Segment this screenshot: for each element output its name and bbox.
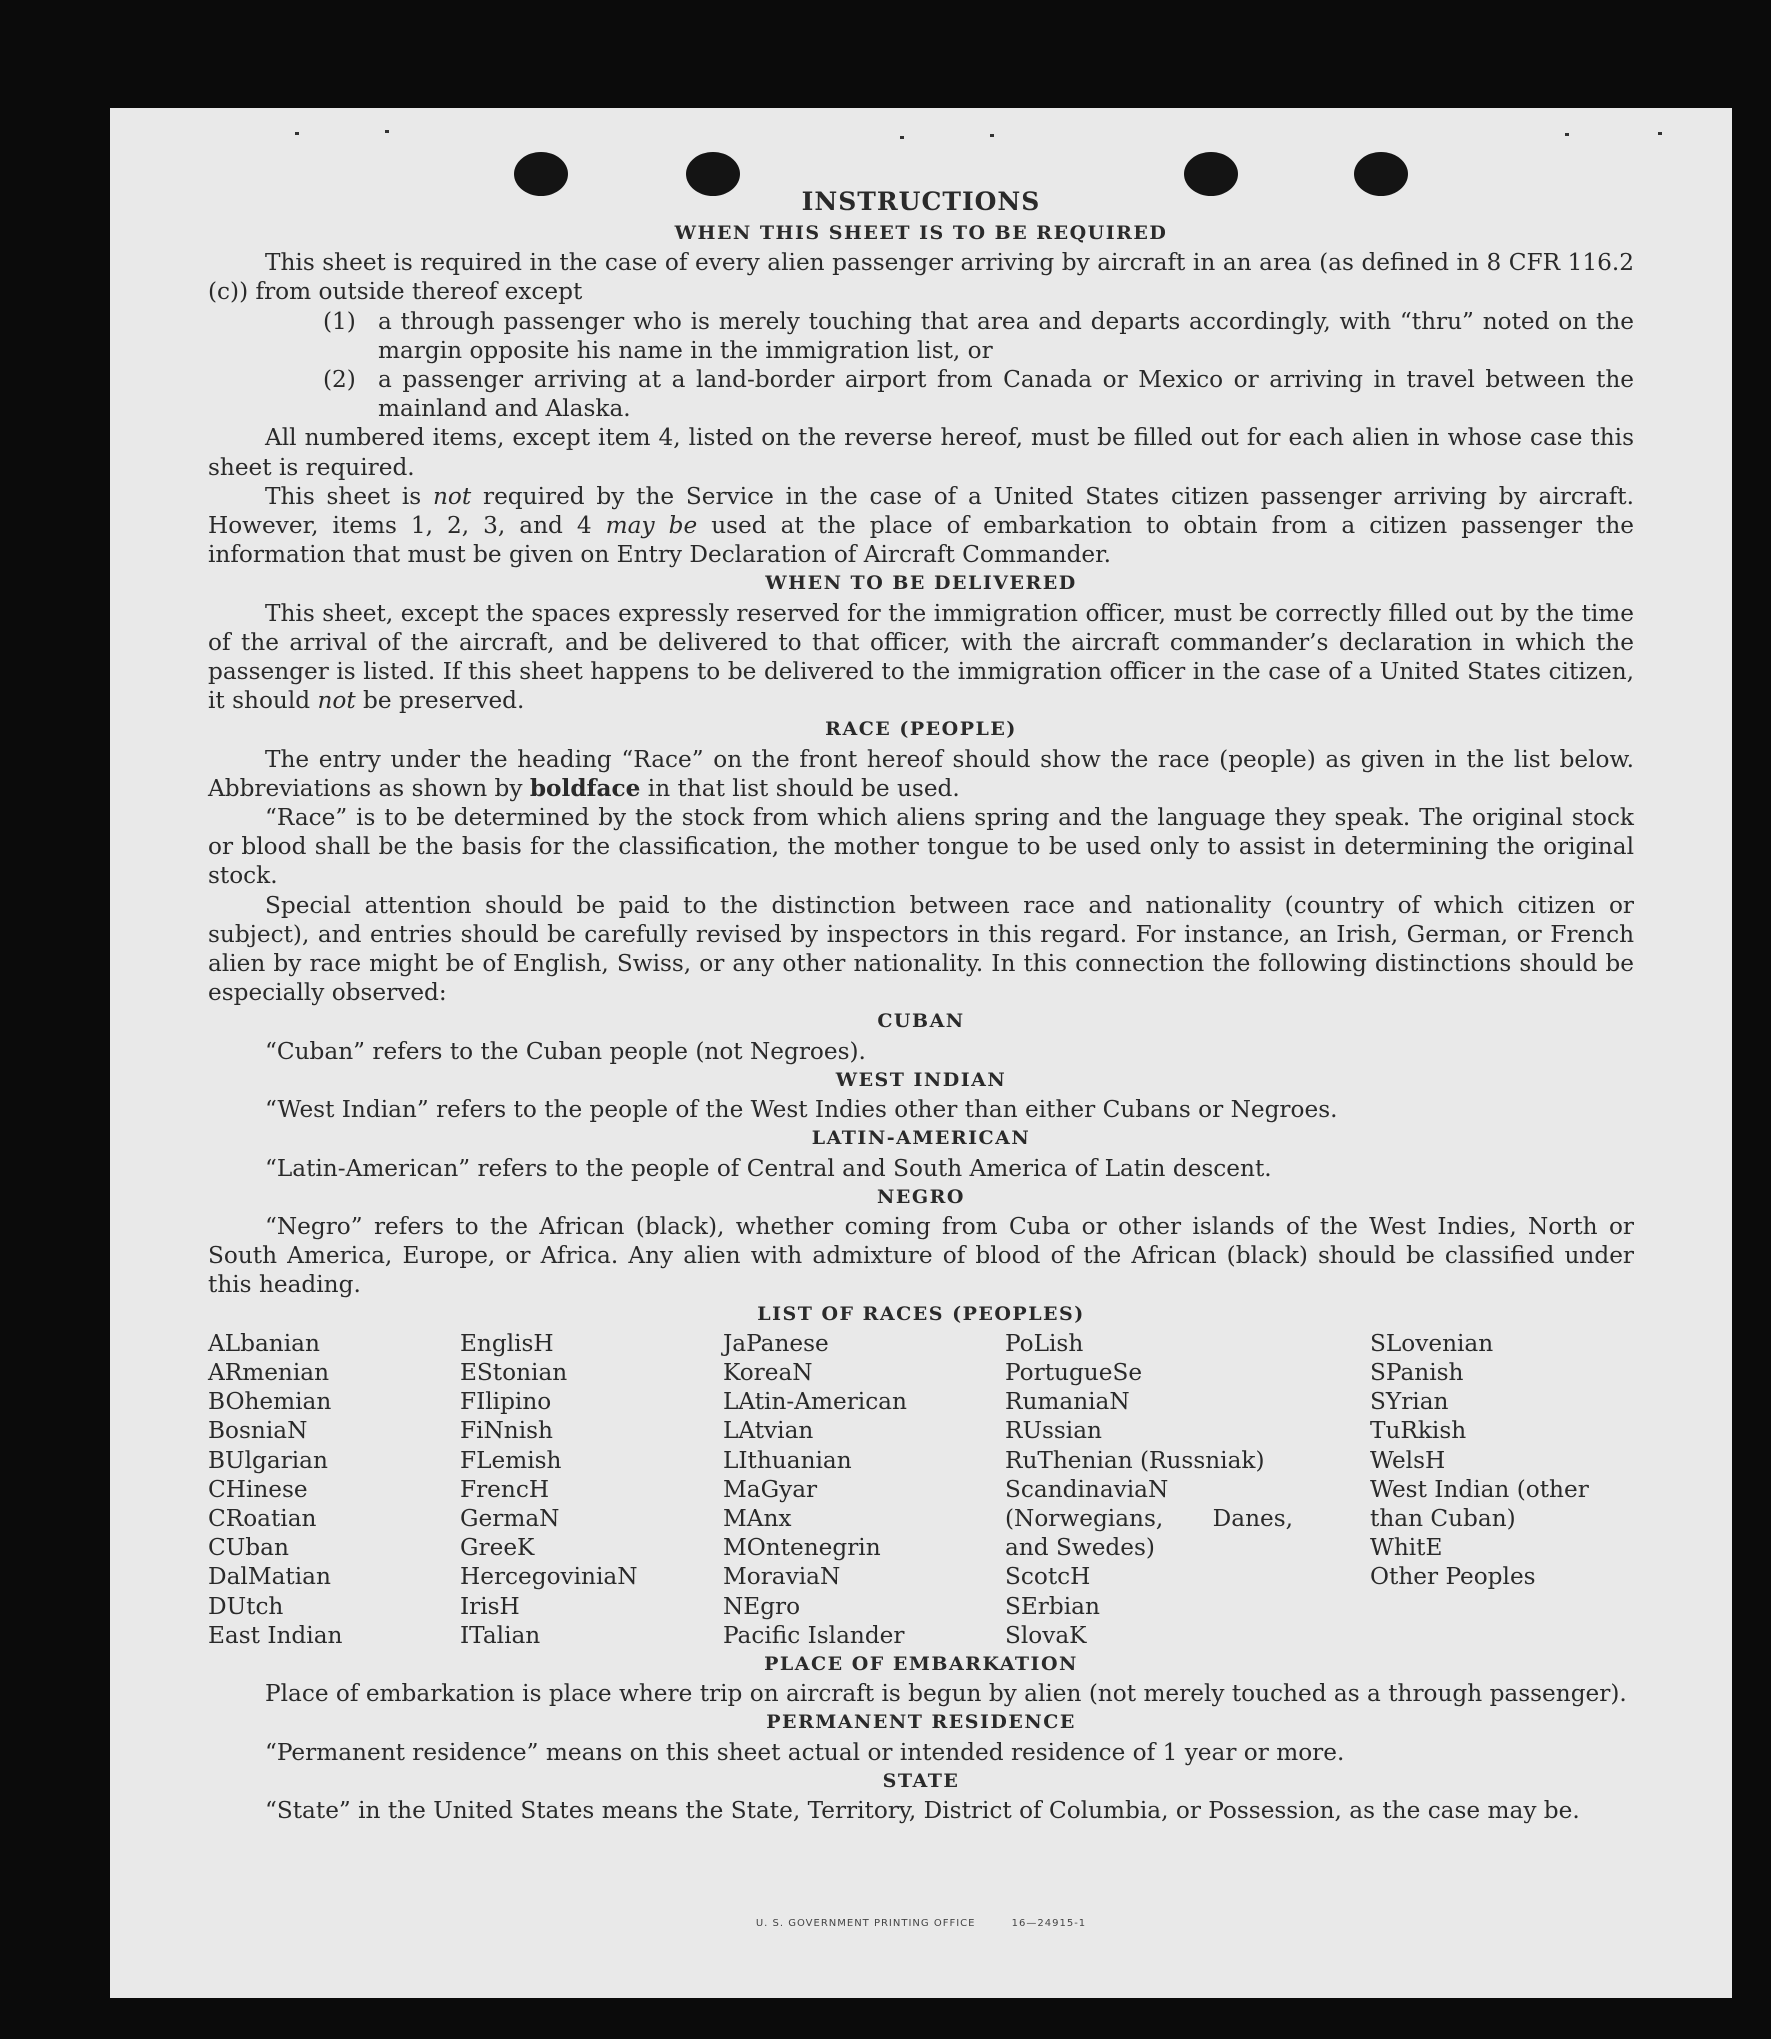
- race-entry: ITalian: [460, 1621, 541, 1649]
- race-entry: FrencH: [460, 1475, 550, 1503]
- race-entry: CHinese: [208, 1475, 308, 1503]
- race-entry: LAtin-American: [723, 1388, 907, 1416]
- race-entry: BUlgarian: [208, 1446, 328, 1474]
- races-column: [1005, 1329, 1370, 1650]
- required-intro: This sheet is required in the case of every alien passenger arriving by aircraft in an area (as defined in 8 CFR 116.2 (c)) from outside thereof except: [208, 249, 1634, 306]
- race-entry: RumaniaN: [1005, 1388, 1130, 1416]
- race-entry: RUssian: [1005, 1417, 1102, 1445]
- race-entry: East Indian: [208, 1621, 343, 1649]
- race-entry: EStonian: [460, 1358, 568, 1386]
- race-entry: GreeK: [460, 1534, 535, 1562]
- race-entry: MOntenegrin: [723, 1534, 881, 1562]
- exception-number: (2): [323, 366, 356, 394]
- race-entry: EnglisH: [460, 1329, 554, 1357]
- negro-text: “Negro” refers to the African (black), whether coming from Cuba or other islands of the West Indies, North or South America, Europe, or Africa. Any alien with admixture of blood of the African (black) should be classified under this heading.: [208, 1212, 1634, 1299]
- speck: [385, 130, 389, 133]
- race-entry: FLemish: [460, 1446, 562, 1474]
- races-list: [208, 1329, 1634, 1650]
- races-column: [1370, 1329, 1622, 1650]
- race-entry: PoLish: [1005, 1329, 1084, 1357]
- race-entry: ScandinaviaN (Norwegians, Danes, and Swedes): [1005, 1475, 1293, 1562]
- heading-embarkation: PLACE OF EMBARKATION: [764, 1652, 1078, 1675]
- document-page: [110, 108, 1732, 1998]
- speck: [1658, 132, 1662, 135]
- race-entry: SYrian: [1370, 1388, 1449, 1416]
- cuban-text: “Cuban” refers to the Cuban people (not Negroes).: [265, 1037, 866, 1065]
- race-entry: DUtch: [208, 1592, 284, 1620]
- race-entry: GermaN: [460, 1504, 560, 1532]
- heading-latin-american: LATIN-AMERICAN: [811, 1127, 1031, 1150]
- race-entry: ALbanian: [208, 1329, 320, 1357]
- race-entry: LAtvian: [723, 1417, 814, 1445]
- heading-cuban: CUBAN: [877, 1010, 965, 1033]
- race-entry: RuThenian (Russniak): [1005, 1446, 1265, 1474]
- required-citizen-note: This sheet is not required by the Service in the case of a United States citizen passenger arriving by aircraft. However, items 1, 2, 3, and 4 may be used at the place of embarkation to obtain from a citizen passenger the information that must be given on Entry Declaration of Aircraft Commander.: [208, 482, 1634, 569]
- race-entry: TuRkish: [1370, 1417, 1467, 1445]
- latin-american-text: “Latin-American” refers to the people of Central and South America of Latin descent.: [265, 1154, 1272, 1182]
- speck: [295, 132, 299, 135]
- speck: [900, 136, 904, 139]
- races-column: [208, 1329, 460, 1650]
- state-text: “State” in the United States means the State, Territory, District of Columbia, or Possession, as the case may be.: [265, 1796, 1580, 1824]
- race-entry: JaPanese: [723, 1329, 829, 1357]
- race-entry: MAnx: [723, 1504, 792, 1532]
- race-entry: IrisH: [460, 1592, 520, 1620]
- race-entry: DalMatian: [208, 1563, 331, 1591]
- race-entry-text: The entry under the heading “Race” on the front hereof should show the race (people) as given in the list below. Abbreviations as shown by boldface in that list should be used.: [208, 745, 1634, 802]
- exception-text: a through passenger who is merely touching that area and departs accordingly, with “thru” noted on the margin opposite his name in the immigration list, or: [378, 307, 1634, 364]
- exception-text: a passenger arriving at a land-border airport from Canada or Mexico or arriving in travel between the mainland and Alaska.: [378, 366, 1634, 423]
- race-entry: ARmenian: [208, 1358, 330, 1386]
- page-title: INSTRUCTIONS: [801, 187, 1041, 216]
- races-column: [723, 1329, 1005, 1650]
- race-entry: MoraviaN: [723, 1563, 841, 1591]
- heading-when-delivered: WHEN TO BE DELIVERED: [765, 572, 1077, 595]
- exception-number: (1): [323, 307, 356, 335]
- instructions-content: [208, 185, 1634, 1825]
- race-entry: SLovenian: [1370, 1329, 1494, 1357]
- race-entry: SPanish: [1370, 1358, 1464, 1386]
- race-entry: LIthuanian: [723, 1446, 852, 1474]
- speck: [990, 134, 994, 137]
- race-entry: BOhemian: [208, 1388, 332, 1416]
- west-indian-text: “West Indian” refers to the people of the West Indies other than either Cubans or Negroes.: [265, 1096, 1338, 1124]
- delivered-text: This sheet, except the spaces expressly reserved for the immigration officer, must be correctly filled out by the time of the arrival of the aircraft, and be delivered to that officer, with the aircraft commander’s declaration in which the passenger is listed. If this sheet happens to be delivered to the immigration officer in the case of a United States citizen, it should not be preserved.: [208, 599, 1634, 715]
- races-column: [460, 1329, 723, 1650]
- race-entry: WhitE: [1370, 1534, 1443, 1562]
- race-entry: CRoatian: [208, 1504, 317, 1532]
- embarkation-text: Place of embarkation is place where trip on aircraft is begun by alien (not merely touched as a through passenger).: [265, 1680, 1627, 1708]
- race-entry: Pacific Islander: [723, 1621, 905, 1649]
- race-entry: WelsH: [1370, 1446, 1446, 1474]
- race-entry: West Indian (other than Cuban): [1370, 1475, 1589, 1532]
- exception-item-2: [323, 365, 1634, 423]
- residence-text: “Permanent residence” means on this sheet actual or intended residence of 1 year or more.: [265, 1738, 1345, 1766]
- speck: [1565, 133, 1569, 136]
- race-entry: BosniaN: [208, 1417, 308, 1445]
- race-entry: KoreaN: [723, 1358, 813, 1386]
- printer-footer: [110, 1918, 1732, 1929]
- race-entry: FIlipino: [460, 1388, 552, 1416]
- race-entry: CUban: [208, 1534, 289, 1562]
- race-entry: PortugueSe: [1005, 1358, 1143, 1386]
- race-entry: Other Peoples: [1370, 1563, 1536, 1591]
- heading-negro: NEGRO: [877, 1185, 965, 1208]
- form-code: 16—24915-1: [1011, 1918, 1087, 1929]
- race-entry: ScotcH: [1005, 1563, 1091, 1591]
- heading-west-indian: WEST INDIAN: [835, 1068, 1007, 1091]
- race-entry: SlovaK: [1005, 1621, 1087, 1649]
- heading-race: RACE (PEOPLE): [825, 718, 1017, 741]
- race-entry: MaGyar: [723, 1475, 818, 1503]
- heading-when-required: WHEN THIS SHEET IS TO BE REQUIRED: [674, 222, 1168, 244]
- required-numbered-items: All numbered items, except item 4, listed on the reverse hereof, must be filled out for each alien in whose case this sheet is required.: [208, 424, 1634, 481]
- race-determination-text: “Race” is to be determined by the stock from which aliens spring and the language they speak. The original stock or blood shall be the basis for the classification, the mother tongue to be used only to assist in determining the original stock.: [208, 804, 1634, 890]
- heading-state: STATE: [882, 1769, 960, 1792]
- race-nationality-text: Special attention should be paid to the distinction between race and nationality (country of which citizen or subject), and entries should be carefully revised by inspectors in this regard. For instance, an Irish, German, or French alien by race might be of English, Swiss, or any other nationality. In this connection the following distinctions should be especially observed:: [208, 891, 1634, 1007]
- race-entry: SErbian: [1005, 1592, 1100, 1620]
- heading-permanent-residence: PERMANENT RESIDENCE: [766, 1711, 1076, 1734]
- heading-list-of-races: LIST OF RACES (PEOPLES): [757, 1302, 1085, 1325]
- printer-name: U. S. GOVERNMENT PRINTING OFFICE: [755, 1918, 976, 1929]
- race-entry: FiNnish: [460, 1417, 553, 1445]
- race-entry: NEgro: [723, 1592, 801, 1620]
- race-entry: HercegoviniaN: [460, 1563, 638, 1591]
- exception-item-1: [323, 307, 1634, 365]
